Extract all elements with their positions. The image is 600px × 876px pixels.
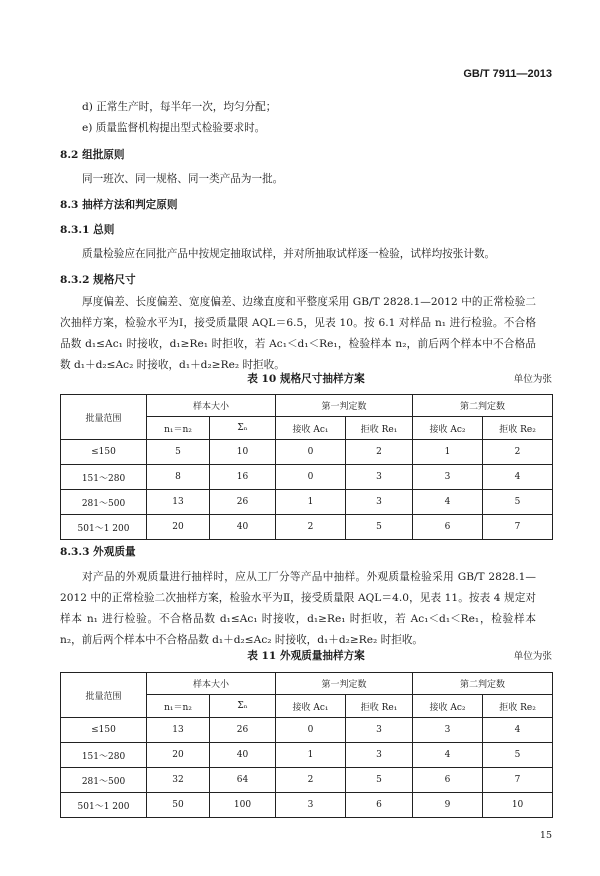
- table-cell: 50: [147, 793, 210, 818]
- table-cell: 281～500: [61, 768, 147, 793]
- table-cell: 151～280: [61, 743, 147, 768]
- table-10-header-batch: 批量范围: [61, 395, 147, 440]
- table-row: [61, 793, 553, 818]
- table-cell: 4: [483, 718, 553, 743]
- table-cell: 5: [483, 490, 553, 515]
- table-cell: 6: [346, 793, 413, 818]
- table-cell: 0: [276, 465, 346, 490]
- table-cell: 20: [147, 743, 210, 768]
- table-10-header-sum: Σₙ: [210, 417, 276, 440]
- table-cell: 3: [413, 718, 483, 743]
- table-cell: 1: [276, 490, 346, 515]
- table-11: [60, 672, 553, 818]
- table-cell: 281～500: [61, 490, 147, 515]
- table-row: [61, 515, 553, 540]
- table-cell: 40: [210, 743, 276, 768]
- table-10-header-sample: 样本大小: [147, 395, 276, 417]
- table-cell: 501～1 200: [61, 515, 147, 540]
- table-11-header-first: 第一判定数: [276, 673, 413, 695]
- section-8-3-1-heading: 8.3.1 总则: [60, 224, 115, 236]
- table-cell: 3: [346, 718, 413, 743]
- table-10-header-n: n₁＝n₂: [147, 417, 210, 440]
- section-8-3-2-text: 厚度偏差、长度偏差、宽度偏差、边缘直度和平整度采用 GB/T 2828.1—2012 中的正常检验二次抽样方案，检验水平为Ⅰ，接受质量限 AQL＝6.5，见表 10。按 6.1 对样品 n₁ 进行检验。不合格品数 d₁≤Ac₁ 时接收，d₁≥Re₁ 时拒收，若 Ac₁＜d₁＜Re₁，检验样本 n₂，前后两个样本中不合格品数 d₁＋d₂≤Ac₂ 时接收，d₁＋d₂≥Re₂ 时拒收。: [60, 296, 536, 371]
- page-number: 15: [539, 830, 552, 841]
- table-cell: 151～280: [61, 465, 147, 490]
- table-11-unit: 单位为张: [513, 651, 552, 662]
- table-10-header-re2: 拒收 Re₂: [483, 417, 553, 440]
- table-cell: 3: [276, 793, 346, 818]
- table-cell: 5: [346, 515, 413, 540]
- table-cell: 2: [346, 440, 413, 465]
- table-10-caption: 表 10 规格尺寸抽样方案: [247, 373, 365, 385]
- section-8-3-3-heading: 8.3.3 外观质量: [60, 546, 136, 558]
- table-cell: 501～1 200: [61, 793, 147, 818]
- table-cell: 7: [483, 768, 553, 793]
- table-cell: 3: [346, 465, 413, 490]
- table-cell: 6: [413, 768, 483, 793]
- table-cell: 5: [346, 768, 413, 793]
- table-cell: 100: [210, 793, 276, 818]
- table-cell: 16: [210, 465, 276, 490]
- table-cell: 20: [147, 515, 210, 540]
- table-cell: 13: [147, 718, 210, 743]
- table-cell: 64: [210, 768, 276, 793]
- table-11-header-n: n₁＝n₂: [147, 695, 210, 718]
- table-cell: 10: [210, 440, 276, 465]
- table-cell: 3: [346, 490, 413, 515]
- table-11-header-batch: 批量范围: [61, 673, 147, 718]
- table-11-header-sample: 样本大小: [147, 673, 276, 695]
- table-cell: 5: [147, 440, 210, 465]
- table-11-header-second: 第二判定数: [413, 673, 553, 695]
- table-cell: ≤150: [61, 440, 147, 465]
- list-item-d: d) 正常生产时，每半年一次，均匀分配；: [82, 101, 277, 113]
- table-cell: 4: [413, 743, 483, 768]
- section-8-2-text: 同一班次、同一规格、同一类产品为一批。: [82, 173, 284, 185]
- table-10: [60, 394, 553, 540]
- table-row: [61, 440, 553, 465]
- table-cell: 5: [483, 743, 553, 768]
- table-cell: 7: [483, 515, 553, 540]
- list-item-e: e) 质量监督机构提出型式检验要求时。: [82, 122, 266, 134]
- table-10-header-first: 第一判定数: [276, 395, 413, 417]
- table-cell: ≤150: [61, 718, 147, 743]
- table-cell: 8: [147, 465, 210, 490]
- table-cell: 26: [210, 718, 276, 743]
- table-cell: 4: [413, 490, 483, 515]
- table-cell: 1: [276, 743, 346, 768]
- table-cell: 3: [413, 465, 483, 490]
- table-cell: 40: [210, 515, 276, 540]
- table-11-header-re1: 拒收 Re₁: [346, 695, 413, 718]
- table-row: [61, 718, 553, 743]
- table-cell: 0: [276, 718, 346, 743]
- table-10-header-re1: 拒收 Re₁: [346, 417, 413, 440]
- table-cell: 2: [276, 515, 346, 540]
- table-11-header-re2: 拒收 Re₂: [483, 695, 553, 718]
- table-10-unit: 单位为张: [513, 374, 552, 385]
- table-cell: 4: [483, 465, 553, 490]
- table-11-header-sum: Σₙ: [210, 695, 276, 718]
- table-10-header-second: 第二判定数: [413, 395, 553, 417]
- table-cell: 32: [147, 768, 210, 793]
- standard-number: GB/T 7911—2013: [463, 68, 552, 80]
- table-11-header-ac1: 接收 Ac₁: [276, 695, 346, 718]
- table-cell: 9: [413, 793, 483, 818]
- section-8-2-heading: 8.2 组批原则: [60, 149, 125, 161]
- section-8-3-1-text: 质量检验应在同批产品中按规定抽取试样，并对所抽取试样逐一检验，试样均按张计数。: [82, 248, 496, 260]
- table-11-caption: 表 11 外观质量抽样方案: [247, 650, 365, 662]
- table-cell: 2: [483, 440, 553, 465]
- table-row: [61, 768, 553, 793]
- table-10-header-ac1: 接收 Ac₁: [276, 417, 346, 440]
- table-10-header-ac2: 接收 Ac₂: [413, 417, 483, 440]
- section-8-3-heading: 8.3 抽样方法和判定原则: [60, 199, 178, 211]
- table-cell: 10: [483, 793, 553, 818]
- section-8-3-3-text: 对产品的外观质量进行抽样时，应从工厂分等产品中抽样。外观质量检验采用 GB/T 2828.1—2012 中的正常检验二次抽样方案，检验水平为Ⅱ，接受质量限 AQL＝4.0，见表 11。按表 4 规定对样本 n₁ 进行检验。不合格品数 d₁≤Ac₁ 时接收，d₁≥Re₁ 时拒收，若 Ac₁＜d₁＜Re₁，检验样本 n₂，前后两个样本中不合格品数 d₁＋d₂≤Ac₂ 时接收，d₁＋d₂≥Re₂ 时拒收。: [60, 571, 536, 646]
- table-row: [61, 465, 553, 490]
- table-cell: 2: [276, 768, 346, 793]
- table-cell: 26: [210, 490, 276, 515]
- table-cell: 13: [147, 490, 210, 515]
- table-cell: 3: [346, 743, 413, 768]
- table-row: [61, 743, 553, 768]
- table-cell: 1: [413, 440, 483, 465]
- table-cell: 6: [413, 515, 483, 540]
- section-8-3-2-heading: 8.3.2 规格尺寸: [60, 274, 136, 286]
- table-11-header-ac2: 接收 Ac₂: [413, 695, 483, 718]
- table-row: [61, 490, 553, 515]
- table-cell: 0: [276, 440, 346, 465]
